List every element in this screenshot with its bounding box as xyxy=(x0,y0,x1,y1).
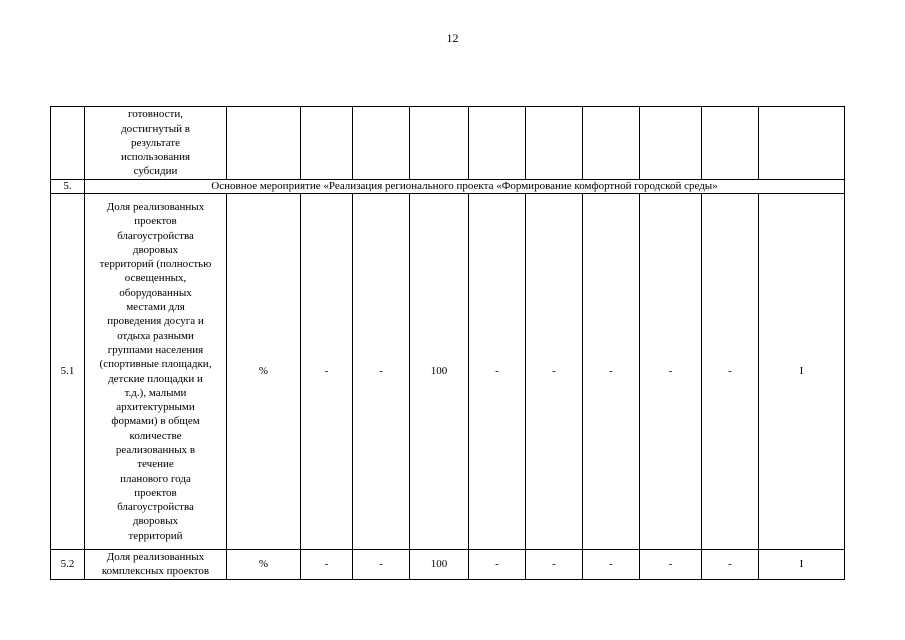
value-cell: 100 xyxy=(410,550,469,580)
value-cell: - xyxy=(640,194,702,550)
section-row xyxy=(51,180,845,194)
value-cell: - xyxy=(301,194,353,550)
value-cell: - xyxy=(702,550,759,580)
value-cell xyxy=(702,107,759,180)
value-cell: - xyxy=(301,550,353,580)
row-number-cell: 5.2 xyxy=(51,550,85,580)
value-cell: - xyxy=(640,550,702,580)
indicator-name-cell xyxy=(85,194,227,550)
value-cell xyxy=(583,107,640,180)
value-cell: 100 xyxy=(410,194,469,550)
table-row xyxy=(51,194,845,550)
value-cell: - xyxy=(702,194,759,550)
indicator-name: Доля реализованных комплексных проектов xyxy=(101,551,210,578)
indicator-name: Доля реализованных проектов благоустройства дворовых территорий (полностью освещенных, оборудованных местами для проведения досуга и отдыха разными группами населения (спортивные площадки, детские площадки и т.д.), малыми архитектурными формами) в общем количестве реализованных в течение планового года проектов благоустройства дворовых территорий xyxy=(99,200,212,542)
type-cell: I xyxy=(759,550,845,580)
section-title-cell: Основное мероприятие «Реализация регионального проекта «Формирование комфортной городской среды» xyxy=(85,180,845,194)
value-cell: - xyxy=(353,194,410,550)
indicator-table xyxy=(50,106,845,580)
value-cell: - xyxy=(469,550,526,580)
page-number: 12 xyxy=(446,31,459,45)
value-cell: - xyxy=(469,194,526,550)
unit-cell: % xyxy=(227,550,301,580)
type-cell: I xyxy=(759,194,845,550)
value-cell xyxy=(353,107,410,180)
indicator-name-cell xyxy=(85,550,227,580)
table-row xyxy=(51,107,845,180)
indicator-name-cell xyxy=(85,107,227,180)
value-cell: - xyxy=(526,194,583,550)
value-cell xyxy=(227,107,301,180)
value-cell: - xyxy=(583,194,640,550)
section-number-cell: 5. xyxy=(51,180,85,194)
row-number-cell xyxy=(51,107,85,180)
value-cell xyxy=(410,107,469,180)
value-cell xyxy=(759,107,845,180)
table-row xyxy=(51,550,845,580)
value-cell xyxy=(526,107,583,180)
unit-cell: % xyxy=(227,194,301,550)
value-cell xyxy=(469,107,526,180)
value-cell xyxy=(640,107,702,180)
value-cell: - xyxy=(583,550,640,580)
indicator-name: готовности, достигнутый в результате использования субсидии xyxy=(120,108,191,178)
value-cell: - xyxy=(526,550,583,580)
value-cell: - xyxy=(353,550,410,580)
row-number-cell: 5.1 xyxy=(51,194,85,550)
value-cell xyxy=(301,107,353,180)
